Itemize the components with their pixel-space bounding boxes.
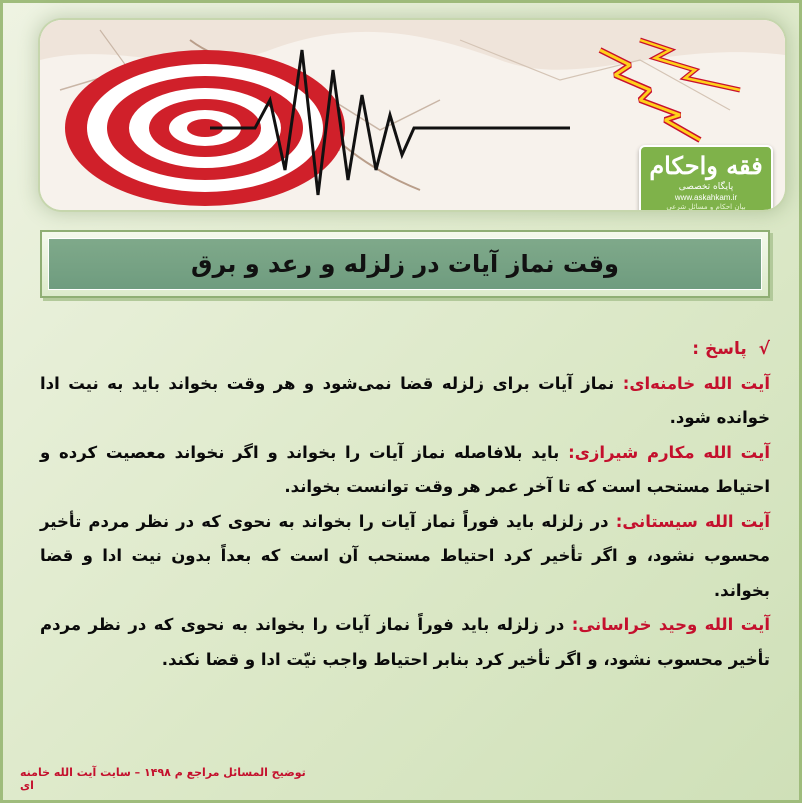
title-inner [48, 238, 762, 290]
answer-heading [40, 332, 770, 367]
ruling-entry [40, 505, 770, 609]
askahkam-logo [639, 145, 773, 210]
authority-name: آیت الله خامنه‌ای: [622, 373, 771, 393]
ruling-entry [40, 436, 770, 505]
ruling-entry [40, 608, 770, 677]
authority-name: آیت الله سیستانی: [615, 511, 771, 531]
earthquake-banner [40, 20, 785, 210]
source-footer: توضیح المسائل مراجع م ۱۴۹۸ – سایت آیت الله خامنه ای [20, 766, 306, 792]
authority-name: آیت الله وحید خراسانی: [571, 615, 771, 634]
logo-url: www.askahkam.ir [674, 193, 738, 202]
ruling-text: در زلزله باید فوراً نماز آیات را بخواند به نحوی که در نظر مردم تأخیر محسوب نشود، و اگر تأخیر کرد احتیاط مستحب آن است که بعداً بدون نیت ادا و قضا بخواند. [40, 511, 770, 600]
check-icon: √ [758, 339, 770, 359]
ruling-text: باید بلافاصله نماز آیات را بخواند و اگر نخواند معصیت کرده و احتیاط مستحب است که تا آخر عمر هر وقت توانست بخواند. [40, 442, 770, 496]
page-title: وقت نماز آیات در زلزله و رعد و برق [191, 250, 619, 278]
logo-tagline: بیان احکام و مسائل شرعی [666, 203, 746, 210]
answer-label: پاسخ : [692, 339, 747, 359]
ruling-text: نماز آیات برای زلزله قضا نمی‌شود و هر وقت بخواند باید به نیت ادا خوانده شود. [40, 373, 770, 427]
logo-name: فقه واحکام [649, 151, 763, 180]
title-bar [40, 230, 770, 298]
logo-subtitle: پایگاه تخصصی [678, 182, 734, 192]
authority-name: آیت الله مکارم شیرازی: [568, 442, 770, 462]
ruling-entry [40, 367, 770, 436]
ruling-text: در زلزله باید فوراً نماز آیات را بخواند به نحوی که در نظر مردم تأخیر محسوب نشود، و اگر تأخیر کرد بنابر احتیاط واجب نیّت ادا و قضا نکند. [40, 615, 770, 669]
rulings-content [40, 332, 770, 677]
